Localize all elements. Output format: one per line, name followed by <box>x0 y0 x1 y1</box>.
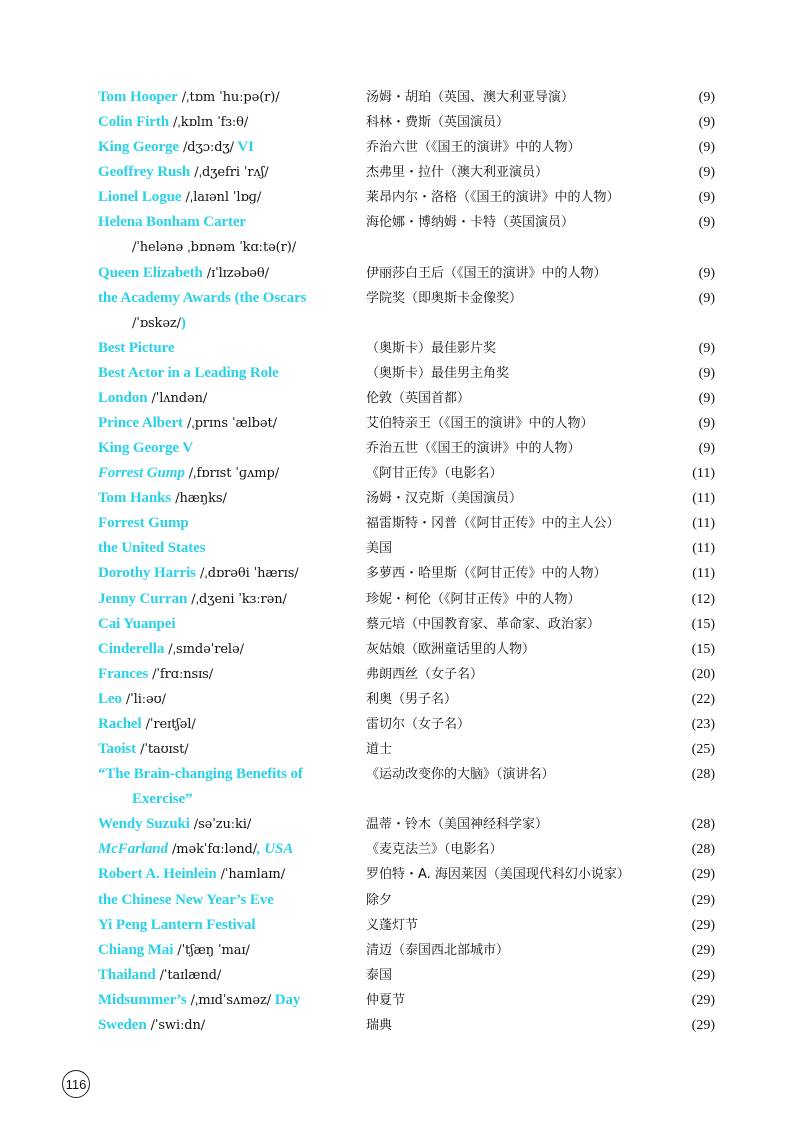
entry-chinese: 清迈（泰国西北部城市） <box>366 942 510 958</box>
glossary-entry <box>0 536 800 561</box>
entry-term: London <box>98 389 148 406</box>
entry-term: King George <box>98 139 179 156</box>
entry-chinese: 雷切尔（女子名） <box>366 716 471 732</box>
entry-term: Tom Hooper <box>98 89 178 105</box>
entry-chinese: 伦敦（英国首都） <box>366 390 471 406</box>
entry-page-ref: (29) <box>691 917 715 933</box>
entry-page-ref: (25) <box>691 742 715 758</box>
entry-term: Lionel Logue <box>98 189 182 206</box>
entry-term: Frances <box>98 665 149 682</box>
entry-chinese: 珍妮・柯伦（《阿甘正传》中的人物） <box>366 591 581 607</box>
entry-pronunciation: /ˈɒskəz/ <box>132 315 181 331</box>
entry-english <box>98 511 189 536</box>
entry-chinese: 汤姆・汉克斯（美国演员） <box>366 491 523 507</box>
glossary-entry <box>0 210 800 235</box>
entry-pronunciation: /ˌprɪns ˈælbət/ <box>182 416 277 432</box>
entry-pronunciation: /hæŋks/ <box>171 491 227 507</box>
entry-page-ref: (29) <box>691 892 715 908</box>
entry-term: “The Brain-changing Benefits of <box>98 766 303 783</box>
glossary-entry <box>0 1013 800 1038</box>
entry-term: Helena Bonham Carter <box>98 214 246 231</box>
glossary-entry <box>0 913 800 938</box>
entry-page-ref: (9) <box>698 115 715 131</box>
entry-pronunciation: /ˈreɪtʃəl/ <box>141 716 196 732</box>
entry-page-ref: (29) <box>691 942 715 958</box>
entry-term: King George V <box>98 440 194 457</box>
entry-chinese: 《运动改变你的大脑》（演讲名） <box>366 767 555 783</box>
entry-chinese: 伊丽莎白王后（《国王的演讲》中的人物） <box>366 265 607 281</box>
glossary-entry <box>0 687 800 712</box>
glossary-entry <box>0 286 800 311</box>
entry-term: Sweden <box>98 1016 147 1033</box>
entry-term: , USA <box>256 841 294 858</box>
entry-term: Wendy Suzuki <box>98 816 190 833</box>
entry-term: Forrest Gump <box>98 465 185 482</box>
glossary-entry <box>0 336 800 361</box>
glossary-entry <box>0 787 800 812</box>
entry-term: Colin Firth <box>98 114 169 131</box>
entry-term: VI <box>233 139 254 156</box>
entry-page-ref: (28) <box>691 842 715 858</box>
entry-pronunciation: /məkˈfɑːlənd/ <box>167 842 257 858</box>
entry-english <box>98 461 279 486</box>
entry-english <box>98 135 254 160</box>
entry-term: Yi Peng Lantern Festival <box>98 916 256 933</box>
glossary-entry <box>0 486 800 511</box>
entry-page-ref: (29) <box>691 967 715 983</box>
entry-english <box>98 762 303 787</box>
entry-term: Chiang Mai <box>98 941 174 958</box>
entry-english <box>98 386 207 411</box>
entry-pronunciation: /ˈswiːdn/ <box>146 1017 206 1033</box>
entry-page-ref: (9) <box>698 140 715 156</box>
entry-page-ref: (9) <box>698 340 715 356</box>
entry-page-ref: (9) <box>698 215 715 231</box>
entry-pronunciation: /ˈtaɪlænd/ <box>155 967 222 983</box>
glossary-entry <box>0 561 800 586</box>
entry-english <box>98 812 251 837</box>
entry-page-ref: (9) <box>698 90 715 105</box>
glossary-entry <box>0 511 800 536</box>
entry-chinese: 利奥（男子名） <box>366 691 458 707</box>
entry-pronunciation: /ˈfrɑːnsɪs/ <box>148 666 213 682</box>
entry-pronunciation: /ˈlʌndən/ <box>147 390 208 406</box>
entry-chinese: 莱昂内尔・洛格（《国王的演讲》中的人物） <box>366 190 620 206</box>
entry-pronunciation: /ˌkɒlɪn ˈfɜːθ/ <box>169 115 249 131</box>
entry-term: Jenny Curran <box>98 590 188 607</box>
glossary-entry <box>0 361 800 386</box>
entry-english <box>98 988 300 1013</box>
entry-term: Midsummer’s <box>98 991 187 1008</box>
entry-pronunciation: /ˈliːəʊ/ <box>121 691 166 707</box>
entry-chinese: 义蓬灯节 <box>366 917 419 933</box>
entry-term: Best Actor in a Leading Role <box>98 364 279 381</box>
glossary-entry <box>0 762 800 787</box>
entry-chinese: 泰国 <box>366 967 393 983</box>
entry-chinese: 《麦克法兰》（电影名） <box>366 842 503 858</box>
entry-term: Tom Hanks <box>98 490 172 507</box>
entry-page-ref: (11) <box>692 516 715 532</box>
glossary-entry <box>0 160 800 185</box>
entry-english <box>98 185 261 210</box>
entry-chinese: 多萝西・哈里斯（《阿甘正传》中的人物） <box>366 566 607 582</box>
entry-chinese: 美国 <box>366 541 393 557</box>
entry-pronunciation: /ˌmɪdˈsʌməz/ <box>186 992 272 1008</box>
entry-page-ref: (9) <box>698 365 715 381</box>
entry-page-ref: (9) <box>698 265 715 281</box>
entry-chinese: （奥斯卡）最佳男主角奖 <box>366 365 510 381</box>
glossary-entry <box>0 637 800 662</box>
glossary-entry <box>0 386 800 411</box>
entry-page-ref: (9) <box>698 416 715 432</box>
entry-pronunciation: /ˌfɒrɪst ˈɡʌmp/ <box>184 466 280 482</box>
entry-english <box>98 411 277 436</box>
glossary-entry <box>0 862 800 887</box>
entry-english <box>132 235 296 260</box>
entry-english <box>98 938 250 963</box>
entry-english <box>98 261 269 286</box>
entry-chinese: 科林・费斯（英国演员） <box>366 115 510 131</box>
entry-chinese: 除夕 <box>366 892 393 908</box>
entry-english <box>98 637 244 662</box>
glossary-list <box>0 85 800 1038</box>
entry-page-ref: (9) <box>698 390 715 406</box>
entry-pronunciation: /ˈhelənə ˌbɒnəm ˈkɑːtə(r)/ <box>132 240 297 256</box>
entry-pronunciation: /ɪˈlɪzəbəθ/ <box>202 265 269 281</box>
entry-term: Exercise” <box>132 791 193 808</box>
entry-english <box>98 210 246 235</box>
glossary-entry <box>0 110 800 135</box>
entry-term: the United States <box>98 540 206 557</box>
entry-english <box>98 837 293 862</box>
entry-term: Best Picture <box>98 339 175 356</box>
entry-term: the Academy Awards (the Oscars <box>98 289 307 306</box>
entry-chinese: 乔治五世（《国王的演讲》中的人物） <box>366 441 581 457</box>
glossary-entry <box>0 235 800 260</box>
glossary-entry <box>0 812 800 837</box>
glossary-entry <box>0 938 800 963</box>
entry-english <box>98 662 213 687</box>
entry-english <box>132 311 186 336</box>
entry-term: Cai Yuanpei <box>98 615 176 632</box>
glossary-entry <box>0 261 800 286</box>
entry-term: Rachel <box>98 715 142 732</box>
entry-page-ref: (28) <box>691 817 715 833</box>
glossary-entry <box>0 85 800 110</box>
glossary-entry <box>0 411 800 436</box>
entry-english <box>98 737 189 762</box>
entry-pronunciation: /ˈtaʊɪst/ <box>136 742 189 758</box>
glossary-entry <box>0 988 800 1013</box>
entry-english <box>98 536 205 561</box>
entry-english <box>98 712 196 737</box>
glossary-entry <box>0 311 800 336</box>
entry-chinese: 汤姆・胡珀（英国、澳大利亚导演） <box>366 90 575 105</box>
entry-chinese: 艾伯特亲王（《国王的演讲》中的人物） <box>366 416 594 432</box>
entry-chinese: 罗伯特・A. 海因莱因（美国现代科幻小说家） <box>366 867 630 883</box>
entry-pronunciation: /ˌdʒeni ˈkɜːrən/ <box>187 591 287 607</box>
entry-page-ref: (28) <box>691 767 715 783</box>
entry-chinese: 《阿甘正传》（电影名） <box>366 466 503 482</box>
glossary-entry <box>0 185 800 210</box>
entry-page-ref: (11) <box>692 466 715 482</box>
glossary-entry <box>0 461 800 486</box>
entry-page-ref: (20) <box>691 666 715 682</box>
entry-english <box>98 913 255 938</box>
entry-english <box>98 561 299 586</box>
glossary-entry <box>0 712 800 737</box>
entry-chinese: 仲夏节 <box>366 992 406 1008</box>
entry-chinese: 福雷斯特・冈普（《阿甘正传》中的主人公） <box>366 516 620 532</box>
entry-page-ref: (23) <box>691 716 715 732</box>
entry-chinese: 灰姑娘（欧洲童话里的人物） <box>366 641 536 657</box>
entry-page-ref: (15) <box>691 641 715 657</box>
entry-chinese: 杰弗里・拉什（澳大利亚演员） <box>366 165 549 181</box>
page-number: 116 <box>62 1070 90 1098</box>
glossary-entry <box>0 587 800 612</box>
entry-page-ref: (22) <box>691 691 715 707</box>
entry-english <box>98 436 193 461</box>
entry-pronunciation: /ˌsɪndəˈrelə/ <box>164 641 244 657</box>
entry-english <box>98 587 287 612</box>
entry-english <box>98 963 221 988</box>
entry-pronunciation: /ˌlaɪənl ˈlɒɡ/ <box>181 190 262 206</box>
entry-page-ref: (29) <box>691 992 715 1008</box>
entry-english <box>98 160 268 185</box>
entry-chinese: 蔡元培（中国教育家、革命家、政治家） <box>366 616 601 632</box>
entry-term: Forrest Gump <box>98 515 189 532</box>
entry-page-ref: (9) <box>698 441 715 457</box>
entry-page-ref: (15) <box>691 616 715 632</box>
glossary-entry <box>0 963 800 988</box>
entry-page-ref: (29) <box>691 867 715 883</box>
entry-page-ref: (9) <box>698 290 715 306</box>
entry-term: Leo <box>98 690 122 707</box>
entry-term: Thailand <box>98 966 156 983</box>
entry-chinese: 海伦娜・博纳姆・卡特（英国演员） <box>366 215 575 231</box>
entry-chinese: 温蒂・铃木（美国神经科学家） <box>366 817 549 833</box>
entry-english <box>98 85 280 110</box>
entry-chinese: 乔治六世（《国王的演讲》中的人物） <box>366 140 581 156</box>
entry-term: Robert A. Heinlein <box>98 866 217 883</box>
glossary-entry <box>0 888 800 913</box>
entry-page-ref: (9) <box>698 165 715 181</box>
entry-english <box>132 787 192 812</box>
entry-chinese: （奥斯卡）最佳影片奖 <box>366 340 497 356</box>
entry-term: ) <box>180 314 186 331</box>
entry-pronunciation: /dʒɔːdʒ/ <box>178 140 234 156</box>
entry-page-ref: (11) <box>692 491 715 507</box>
entry-term: Queen Elizabeth <box>98 264 203 281</box>
entry-term: Dorothy Harris <box>98 565 196 582</box>
entry-pronunciation: /ˌdʒefri ˈrʌʃ/ <box>190 165 269 181</box>
entry-page-ref: (11) <box>692 566 715 582</box>
glossary-entry <box>0 135 800 160</box>
entry-chinese: 学院奖（即奥斯卡金像奖） <box>366 290 523 306</box>
entry-english <box>98 1013 205 1038</box>
entry-english <box>98 486 227 511</box>
entry-term: Prince Albert <box>98 415 183 432</box>
entry-page-ref: (11) <box>692 541 715 557</box>
entry-english <box>98 862 285 887</box>
glossary-entry <box>0 612 800 637</box>
entry-pronunciation: /ˈtʃæŋ ˈmaɪ/ <box>173 942 250 958</box>
glossary-entry <box>0 662 800 687</box>
entry-term: Geoffrey Rush <box>98 164 191 181</box>
entry-chinese: 弗朗西丝（女子名） <box>366 666 484 682</box>
entry-page-ref: (12) <box>691 591 715 607</box>
entry-english <box>98 361 279 386</box>
entry-page-ref: (29) <box>691 1017 715 1033</box>
entry-english <box>98 336 174 361</box>
entry-pronunciation: /səˈzuːki/ <box>189 817 252 833</box>
entry-term: Cinderella <box>98 640 165 657</box>
entry-pronunciation: /ˌdɒrəθi ˈhærɪs/ <box>195 566 299 582</box>
entry-english <box>98 110 248 135</box>
glossary-entry <box>0 436 800 461</box>
glossary-entry <box>0 737 800 762</box>
entry-english <box>98 286 306 311</box>
entry-term: Day <box>271 991 301 1008</box>
entry-term: the Chinese New Year’s Eve <box>98 891 274 908</box>
entry-chinese: 道士 <box>366 742 393 758</box>
entry-pronunciation: /ˈhaɪnlaɪn/ <box>216 867 285 883</box>
entry-term: Taoist <box>98 741 137 758</box>
entry-page-ref: (9) <box>698 190 715 206</box>
entry-english <box>98 888 274 913</box>
entry-pronunciation: /ˌtɒm ˈhuːpə(r)/ <box>177 90 280 105</box>
entry-term: McFarland <box>98 841 168 858</box>
entry-english <box>98 687 166 712</box>
entry-chinese: 瑞典 <box>366 1017 393 1033</box>
entry-english <box>98 612 175 637</box>
glossary-entry <box>0 837 800 862</box>
